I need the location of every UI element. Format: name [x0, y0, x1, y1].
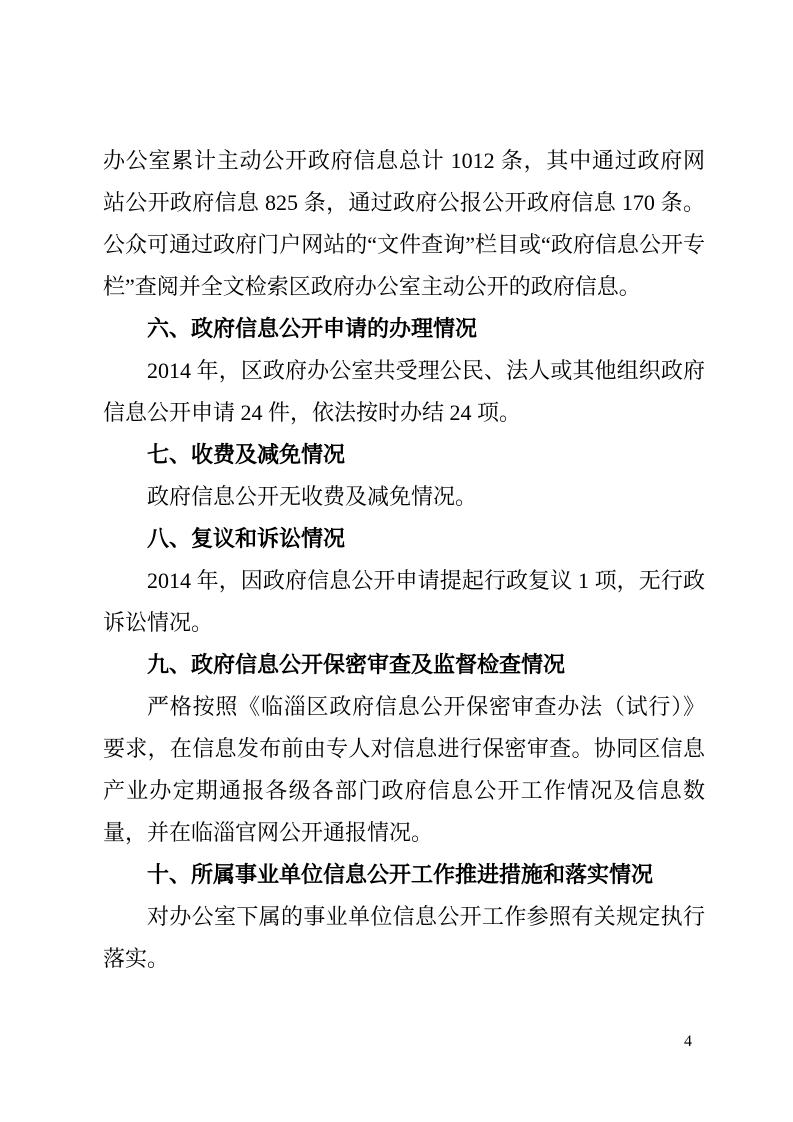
document-content	[103, 140, 705, 980]
section-heading-9: 九、政府信息公开保密审查及监督检查情况	[147, 652, 566, 677]
body-paragraph-continuation: 办公室累计主动公开政府信息总计 1012 条，其中通过政府网站公开政府信息 825 条，通过政府公报公开政府信息 170 条。公众可通过政府门户网站的“文件查询”栏目或“政府信息公开专栏”查阅并全文检索区政府办公室主动公开的政府信息。	[103, 148, 705, 299]
body-paragraph: 政府信息公开无收费及减免情况。	[147, 484, 478, 509]
section-heading-6: 六、政府信息公开申请的办理情况	[147, 316, 478, 341]
page-number: 4	[684, 1033, 692, 1050]
section-heading-7: 七、收费及减免情况	[147, 442, 346, 467]
body-paragraph: 严格按照《临淄区政府信息公开保密审查办法（试行）》要求，在信息发布前由专人对信息进行保密审查。协同区信息产业办定期通报各级各部门政府信息公开工作情况及信息数量，并在临淄官网公开通报情况。	[103, 694, 705, 845]
section-heading-10: 十、所属事业单位信息公开工作推进措施和落实情况	[147, 862, 654, 887]
body-paragraph: 2014 年，因政府信息公开申请提起行政复议 1 项，无行政诉讼情况。	[103, 568, 705, 635]
body-paragraph: 对办公室下属的事业单位信息公开工作参照有关规定执行落实。	[103, 904, 705, 971]
body-paragraph: 2014 年，区政府办公室共受理公民、法人或其他组织政府信息公开申请 24 件，依法按时办结 24 项。	[103, 358, 705, 425]
section-heading-8: 八、复议和诉讼情况	[147, 526, 346, 551]
